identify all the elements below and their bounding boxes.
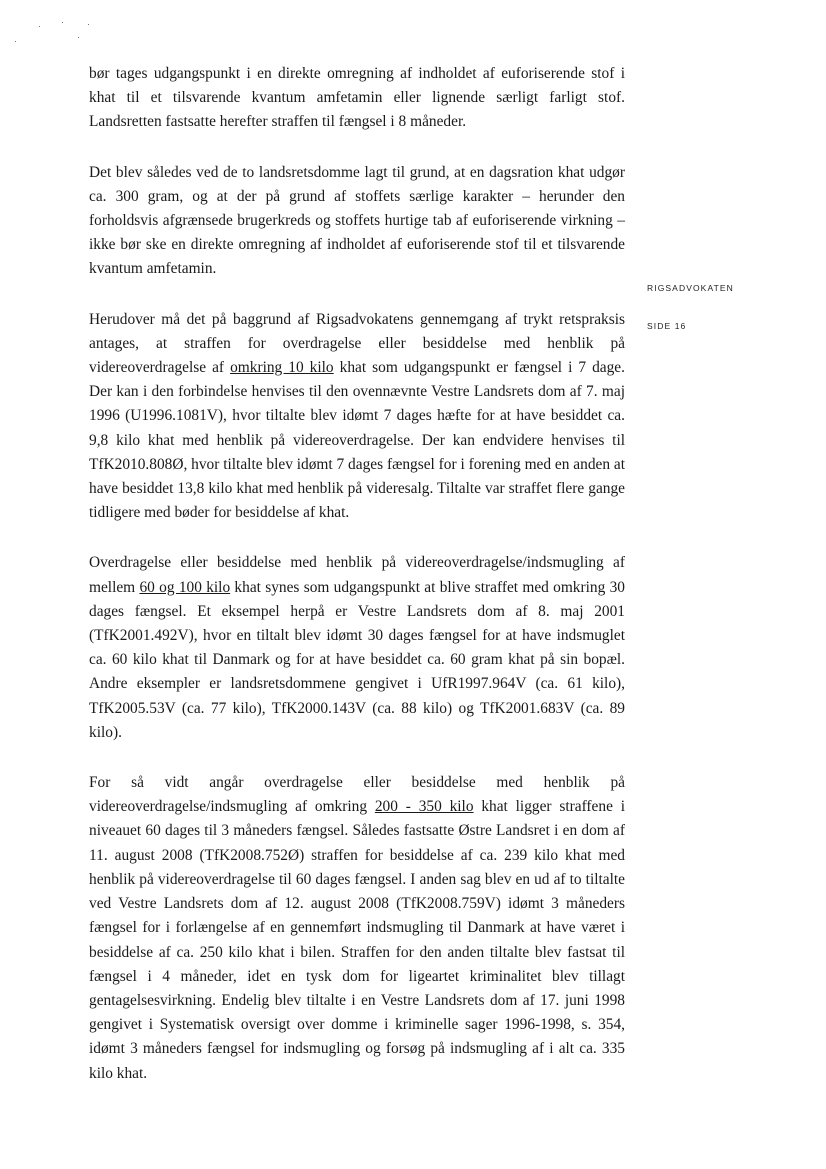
paragraph: Herudover må det på baggrund af Rigsadvokatens gennemgang af trykt retspraksis antages, at straffen for overdragelse eller besiddelse med henblik på videreoverdragelse af omkring 10 kilo khat som udgangspunkt er fængsel i 7 dage. Der kan i den forbindelse henvises til den ovennævnte Vestre Landsrets dom af 7. maj 1996 (U1996.1081V), hvor tiltalte blev idømt 7 dages hæfte for at have besiddet ca. 9,8 kilo khat med henblik på videreoverdragelse. Der kan endvidere henvises til TfK2010.808Ø, hvor tiltalte blev idømt 7 dages fængsel for i forening med en anden at have besiddet 13,8 kilo khat med henblik på videresalg. Tiltalte var straffet flere gange tidligere med bøder for besiddelse af khat.: [89, 310, 625, 522]
scan-speck: [88, 24, 89, 25]
page-number: SIDE 16: [647, 321, 687, 331]
scan-speck: [39, 26, 40, 27]
paragraph: bør tages udgangspunkt i en direkte omregning af indholdet af euforiserende stof i khat til et tilsvarende kvantum amfetamin eller lignende særligt farligt stof. Landsretten fastsatte herefter straffen til fængsel i 8 måneder.: [89, 65, 625, 131]
paragraph: For så vidt angår overdragelse eller besiddelse med henblik på videreoverdragelse/indsmugling af omkring 200 - 350 kilo khat ligger straffene i niveauet 60 dages til 3 måneders fængsel. Således fastsatte Østre Landsret i en dom af 11. august 2008 (TfK2008.752Ø) straffen for besiddelse af ca. 239 kilo khat med henblik på videreoverdragelse til 60 dages fængsel. I anden sag blev en ud af to tiltalte ved Vestre Landsrets dom af 12. august 2008 (TfK2008.759V) idømt 3 måneders fængsel for i forlængelse af en gennemført indsmugling til Danmark at have været i besiddelse af ca. 250 kilo khat i bilen. Straffen for den anden tiltalte blev fastsat til fængsel i 4 måneder, idet en tysk dom for ligeartet kriminalitet blev tillagt gentagelsesvirkning. Endelig blev tiltalte i en Vestre Landsrets dom af 17. juni 1998 gengivet i Systematisk oversigt over domme i kriminelle sager 1996-1998, s. 354, idømt 3 måneders fængsel for indsmugling og forsøg på indsmugling af i alt ca. 335 kilo khat.: [89, 774, 625, 1082]
underlined-quantity: 200 - 350 kilo: [374, 798, 474, 816]
body-text: [89, 62, 625, 1112]
paragraph: Det blev således ved de to landsretsdomme lagt til grund, at en dagsration khat udgør ca. 300 gram, og at der på grund af stoffets særlige karakter – herunder den forholdsvis afgrænsede brugerkreds og stoffets hurtige tab af euforiserende virkning – ikke bør ske en direkte omregning af indholdet af euforiserende stof til et tilsvarende kvantum amfetamin.: [89, 163, 625, 278]
paragraph: Overdragelse eller besiddelse med henblik på videreoverdragelse/indsmugling af mellem 60 og 100 kilo khat synes som udgangspunkt at blive straffet med omkring 30 dages fængsel. Et eksempel herpå er Vestre Landsrets dom af 8. maj 2001 (TfK2001.492V), hvor en tiltalt blev idømt 30 dages fængsel for at have indsmuglet ca. 60 kilo khat til Danmark og for at have besiddet ca. 60 gram khat på sin bopæl. Andre eksempler er landsretsdommene gengivet i UfR1997.964V (ca. 61 kilo), TfK2005.53V (ca. 77 kilo), TfK2000.143V (ca. 88 kilo) og TfK2001.683V (ca. 89 kilo).: [89, 554, 625, 741]
sidebar-org-label: RIGSADVOKATEN: [647, 283, 734, 293]
underlined-quantity: 60 og 100 kilo: [139, 578, 231, 596]
scan-speck: [78, 37, 79, 38]
underlined-quantity: omkring 10 kilo: [230, 359, 334, 377]
scan-speck: [15, 41, 16, 42]
scan-speck: [62, 22, 63, 23]
